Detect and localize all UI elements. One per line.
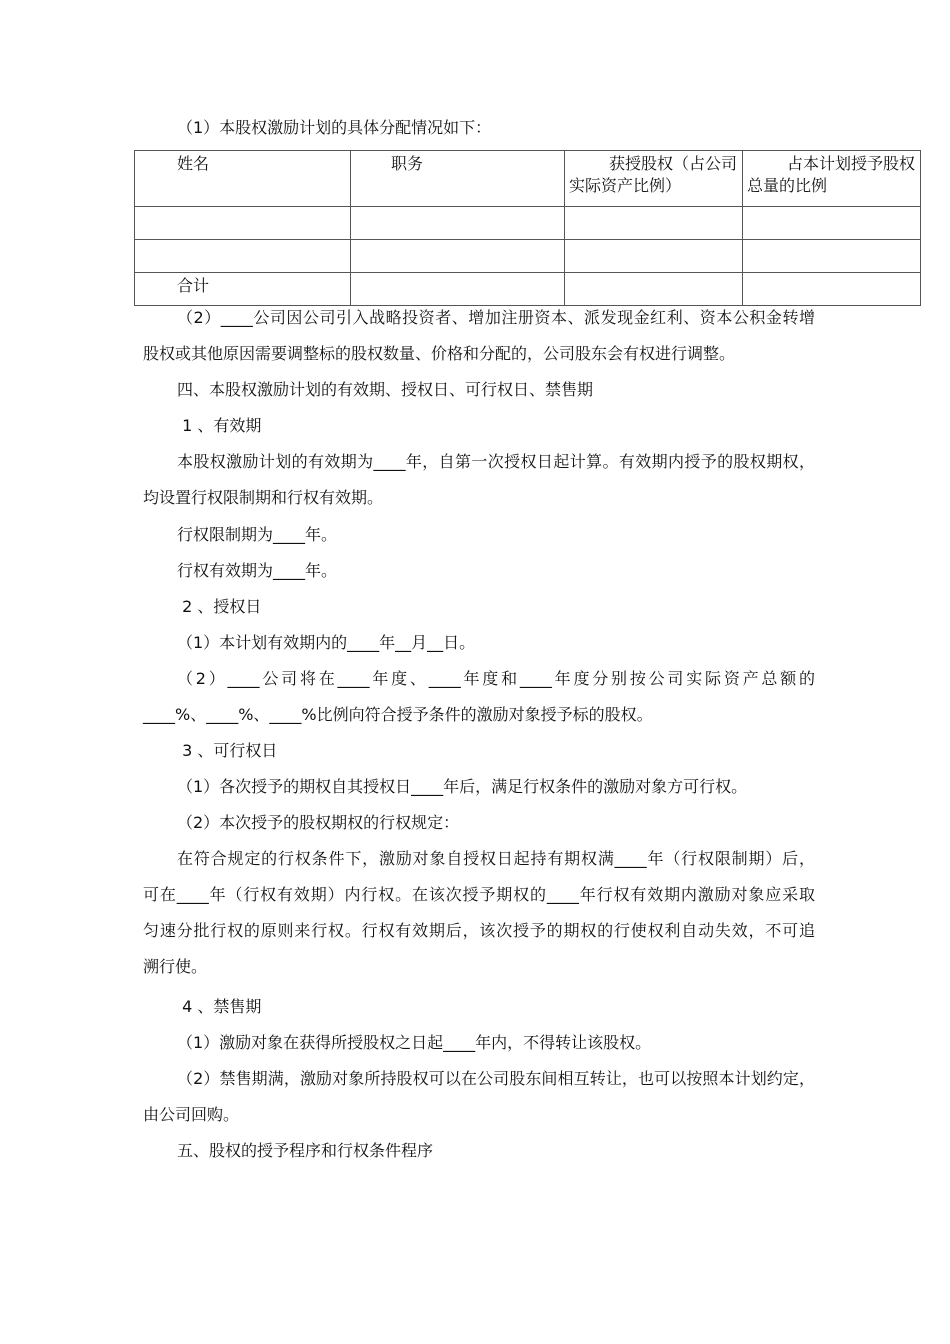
- paragraph-line: 均设置行权限制期和行权有效期。: [143, 488, 384, 507]
- subsection-heading: 2 、授权日: [177, 597, 262, 616]
- paragraph-line: （1）激励对象在获得所授股权之日起____年内，不得转让该股权。: [177, 1033, 652, 1052]
- paragraph-line: （2）本次授予的股权期权的行权规定：: [177, 813, 460, 832]
- paragraph-line: 行权有效期为____年。: [177, 561, 338, 580]
- paragraph-line: 股权或其他原因需要调整标的股权数量、价格和分配的，公司股东会有权进行调整。: [143, 344, 736, 363]
- total-label: 合计: [135, 273, 351, 306]
- subsection-heading: 4 、禁售期: [177, 997, 262, 1016]
- paragraph-line: （1）本计划有效期内的____年__月__日。: [177, 633, 476, 652]
- paragraph-line: （2）禁售期满，激励对象所持股权可以在公司股东间相互转让，也可以按照本计划约定，: [177, 1069, 815, 1088]
- header-equity-granted: 获授股权（占公司实际资产比例）: [565, 151, 743, 207]
- paragraph-line: （2）____公司因公司引入战略投资者、增加注册资本、派发现金红利、资本公积金转增: [177, 308, 815, 327]
- paragraph-line: （2）____公司将在____年度、____年度和____年度分别按公司实际资产总额的: [177, 669, 815, 688]
- table-cell[interactable]: [351, 273, 565, 306]
- table-cell[interactable]: [135, 207, 351, 240]
- table-intro: （1）本股权激励计划的具体分配情况如下：: [177, 118, 492, 137]
- paragraph-line: 可在____年（行权有效期）内行权。在该次授予期权的____年行权有效期内激励对象应采取: [143, 885, 815, 904]
- paragraph-line: 在符合规定的行权条件下，激励对象自授权日起持有期权满____年（行权限制期）后，: [177, 849, 815, 868]
- paragraph-line: 匀速分批行权的原则来行权。行权有效期后，该次授予的期权的行使权利自动失效，不可追: [143, 921, 815, 940]
- table-cell[interactable]: [565, 240, 743, 273]
- table-cell[interactable]: [351, 207, 565, 240]
- paragraph-line: 行权限制期为____年。: [177, 525, 338, 544]
- paragraph-line: 本股权激励计划的有效期为____年，自第一次授权日起计算。有效期内授予的股权期权，: [177, 452, 815, 471]
- allocation-table: [134, 150, 921, 306]
- table-row: [135, 240, 921, 273]
- table-cell[interactable]: [743, 240, 921, 273]
- table-total-row: [135, 273, 921, 306]
- table-cell[interactable]: [743, 207, 921, 240]
- subsection-heading: 1 、有效期: [177, 416, 262, 435]
- table-cell[interactable]: [743, 273, 921, 306]
- table-row: [135, 207, 921, 240]
- table-cell[interactable]: [351, 240, 565, 273]
- table-header-row: [135, 151, 921, 207]
- subsection-heading: 3 、可行权日: [177, 741, 278, 760]
- paragraph-line: 溯行使。: [143, 957, 208, 976]
- paragraph-line: （1）各次授予的期权自其授权日____年后，满足行权条件的激励对象方可行权。: [177, 777, 748, 796]
- table-cell[interactable]: [565, 207, 743, 240]
- section-heading: 五、股权的授予程序和行权条件程序: [177, 1141, 434, 1160]
- header-position: 职务: [351, 151, 565, 207]
- section-heading: 四、本股权激励计划的有效期、授权日、可行权日、禁售期: [177, 380, 594, 399]
- table-cell[interactable]: [135, 240, 351, 273]
- paragraph-line: ____%、____%、____%比例向符合授予条件的激励对象授予标的股权。: [143, 705, 653, 724]
- table-cell[interactable]: [565, 273, 743, 306]
- header-name: 姓名: [135, 151, 351, 207]
- header-plan-ratio: 占本计划授予股权总量的比例: [743, 151, 921, 207]
- paragraph-line: 由公司回购。: [143, 1105, 240, 1124]
